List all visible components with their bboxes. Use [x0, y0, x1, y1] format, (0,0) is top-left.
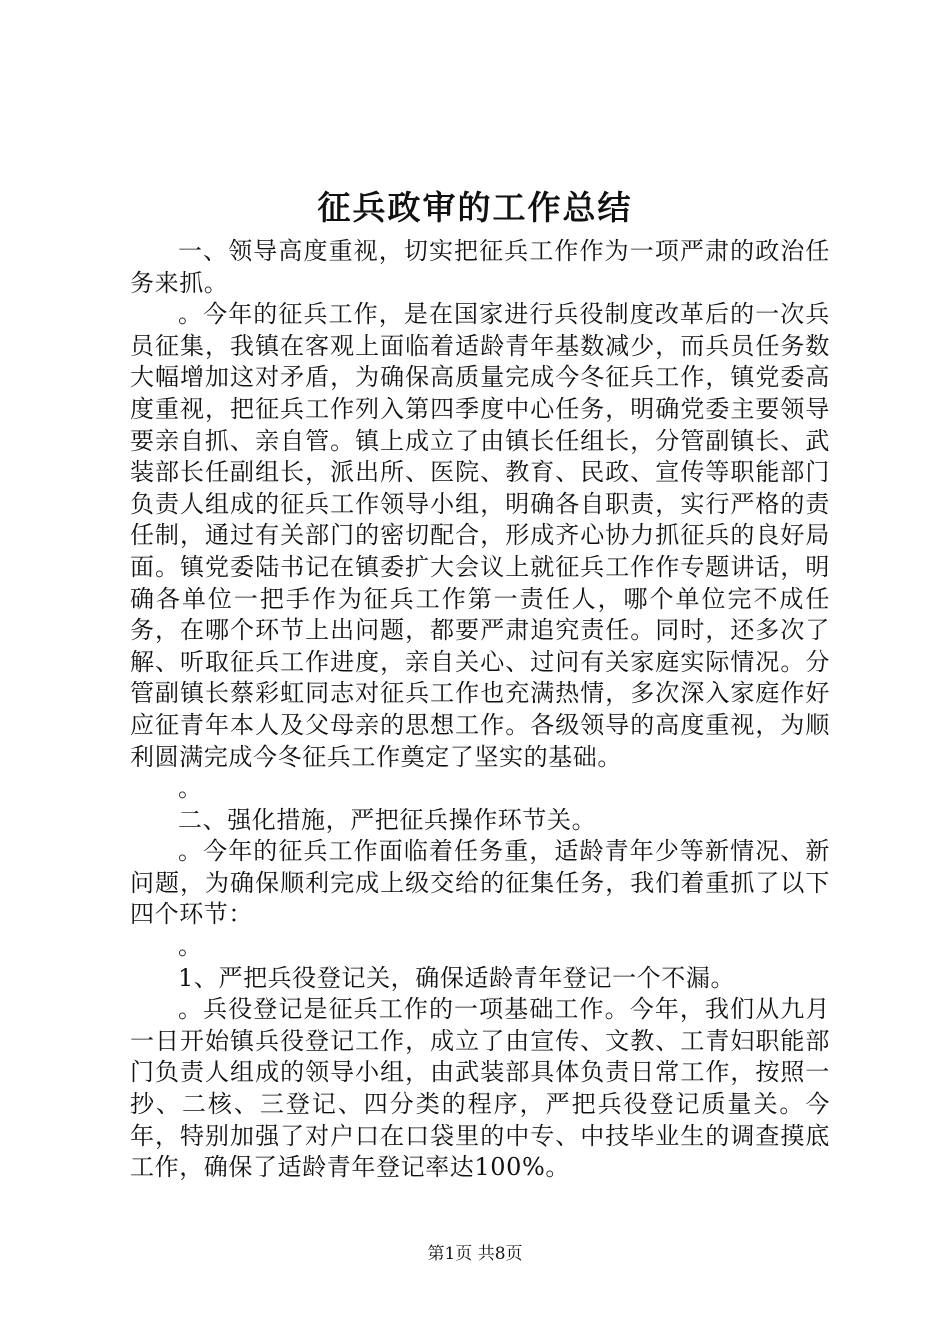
page-footer: 第1页 共8页 — [427, 1244, 523, 1264]
paragraph: 。 — [178, 932, 203, 961]
paragraph: 一、领导高度重视，切实把征兵工作作为一项严肃的政治任务来抓。 — [130, 237, 830, 297]
paragraph: 二、强化措施，严把征兵操作环节关。 — [178, 805, 597, 834]
document-title: 征兵政审的工作总结 — [317, 188, 633, 227]
paragraph: 。今年的征兵工作，是在国家进行兵役制度改革后的一次兵员征集，我镇在客观上面临着适龄青年基数减少，而兵员任务数大幅增加这对矛盾，为确保高质量完成今冬征兵工作，镇党委高度重视，把征兵工作列入第四季度中心任务，明确党委主要领导要亲自抓、亲自管。镇上成立了由镇长任组长，分管副镇长、武装部长任副组长，派出所、医院、教育、民政、宣传等职能部门负责人组成的征兵工作领导小组，明确各自职责，实行严格的责任制，通过有关部门的密切配合，形成齐心协力抓征兵的良好局面。镇党委陆书记在镇委扩大会议上就征兵工作作专题讲话，明确各单位一把手作为征兵工作第一责任人，哪个单位完不成任务，在哪个环节上出问题，都要严肃追究责任。同时，还多次了解、听取征兵工作进度，亲自关心、过问有关家庭实际情况。分管副镇长蔡彩虹同志对征兵工作也充满热情，多次深入家庭作好应征青年本人及父母亲的思想工作。各级领导的高度重视，为顺利圆满完成今冬征兵工作奠定了坚实的基础。 — [130, 300, 830, 771]
paragraph: 。兵役登记是征兵工作的一项基础工作。今年，我们从九月一日开始镇兵役登记工作，成立了由宣传、文教、工青妇职能部门负责人组成的领导小组，由武装部具体负责日常工作，按照一抄、二核、三登记、四分类的程序，严把兵役登记质量关。今年，特别加强了对户口在口袋里的中专、中技毕业生的调查摸底工作，确保了适龄青年登记率达100%。 — [130, 995, 830, 1182]
document-body — [130, 236, 830, 1184]
paragraph: 。今年的征兵工作面临着任务重，适龄青年少等新情况、新问题，为确保顺利完成上级交给的征集任务，我们着重抓了以下四个环节： — [130, 837, 830, 929]
paragraph: 1、严把兵役登记关，确保适龄青年登记一个不漏。 — [178, 963, 736, 992]
paragraph: 。 — [178, 774, 203, 803]
